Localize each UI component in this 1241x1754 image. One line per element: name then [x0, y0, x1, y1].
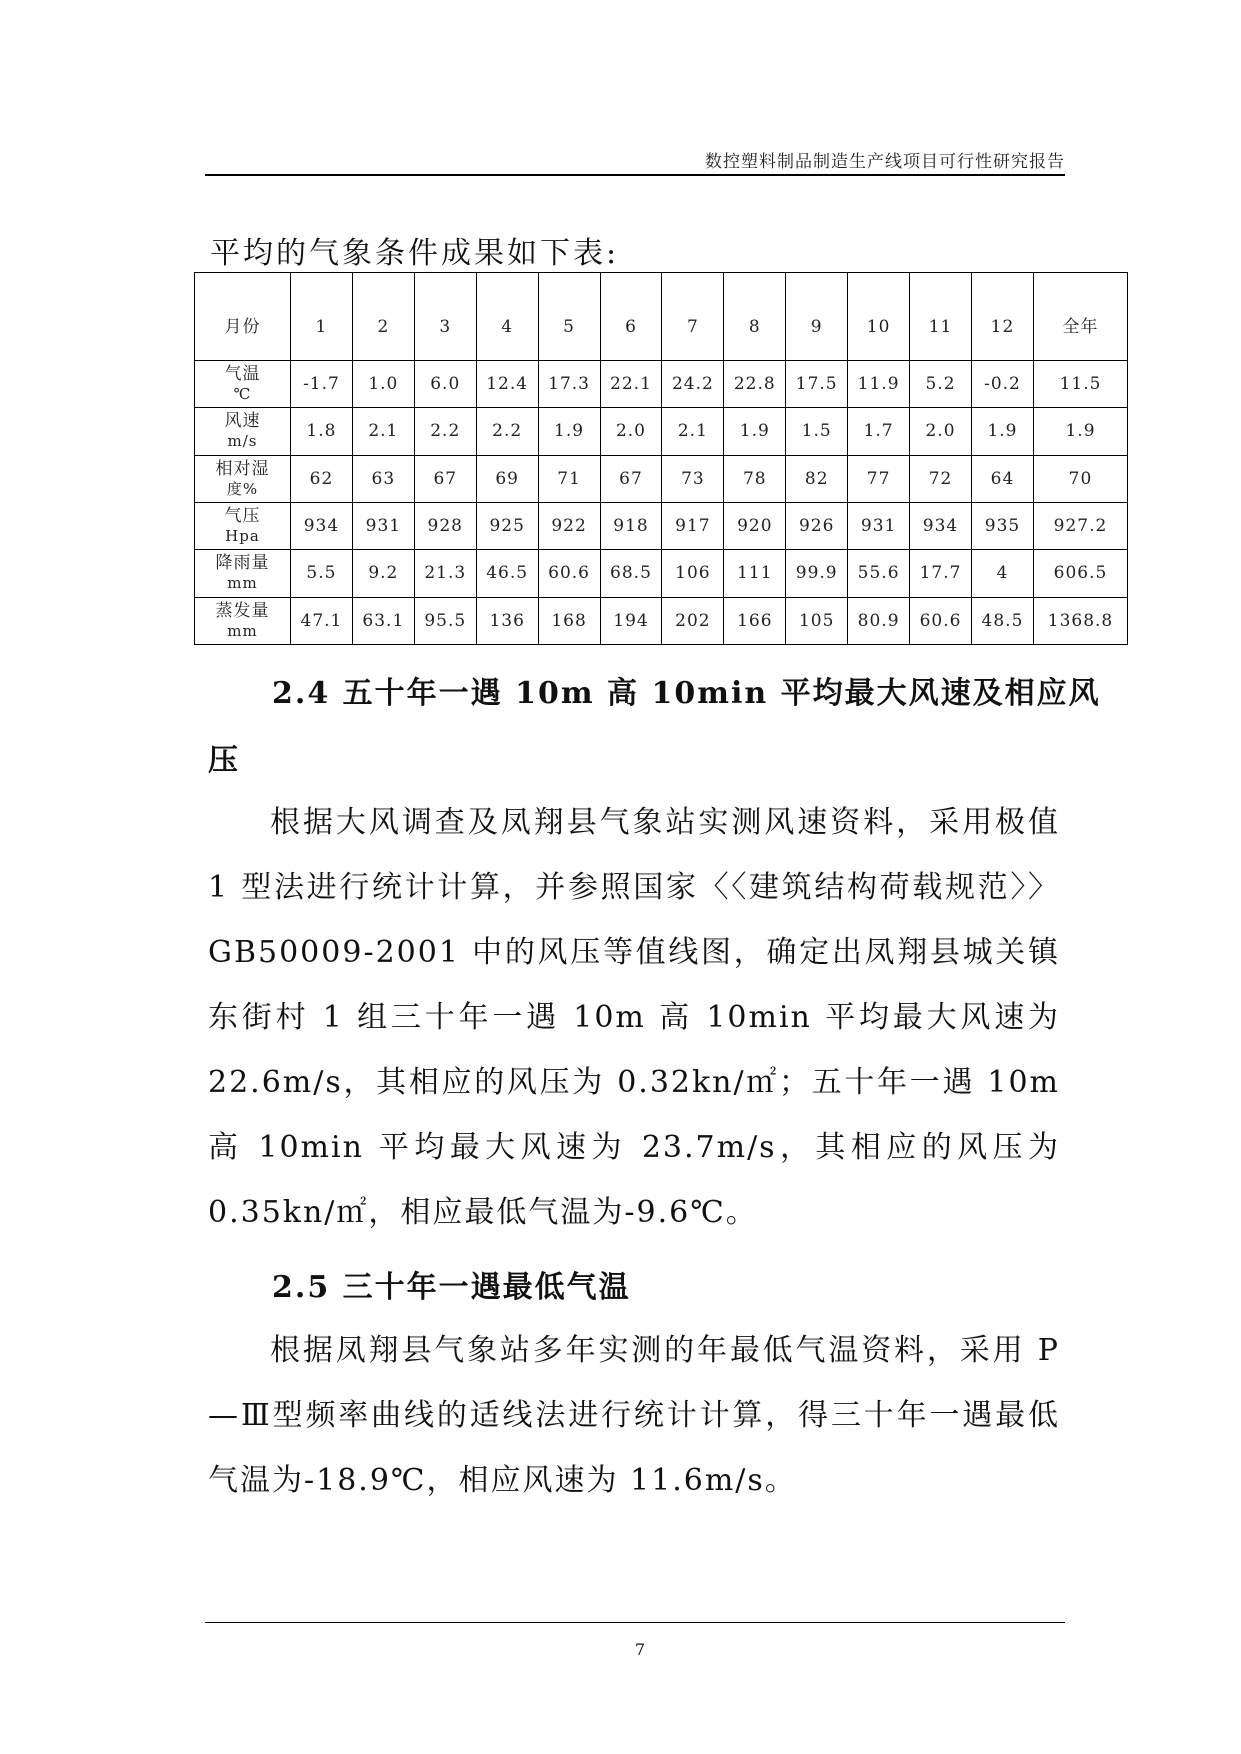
table-cell: 1.5 [786, 408, 848, 455]
table-cell: 166 [724, 597, 786, 644]
table-cell: 70 [1034, 455, 1128, 502]
table-cell: 60.6 [538, 550, 600, 597]
month-header-cell: 9 [786, 273, 848, 361]
table-cell: 194 [600, 597, 662, 644]
month-header-cell: 7 [662, 273, 724, 361]
table-cell: 47.1 [291, 597, 353, 644]
table-row [195, 408, 1128, 455]
table-cell: 73 [662, 455, 724, 502]
month-header-cell: 12 [971, 273, 1033, 361]
table-cell: 72 [910, 455, 972, 502]
table-cell: 1.9 [1034, 408, 1128, 455]
header-rule [205, 174, 1065, 176]
table-row [195, 597, 1128, 644]
footer-rule [205, 1622, 1065, 1623]
table-cell: 1.9 [724, 408, 786, 455]
table-cell: 918 [600, 502, 662, 549]
table-cell: 63.1 [352, 597, 414, 644]
table-cell: 2.2 [476, 408, 538, 455]
row-label-cell [195, 597, 291, 644]
table-cell: 935 [971, 502, 1033, 549]
table-cell: 202 [662, 597, 724, 644]
table-cell: 22.8 [724, 361, 786, 408]
table-cell: 69 [476, 455, 538, 502]
table-cell: 67 [414, 455, 476, 502]
table-header-row [195, 273, 1128, 361]
row-label-cell [195, 408, 291, 455]
table-cell: 9.2 [352, 550, 414, 597]
table-cell: 68.5 [600, 550, 662, 597]
table-cell: 77 [848, 455, 910, 502]
table-cell: 95.5 [414, 597, 476, 644]
table-cell: 5.5 [291, 550, 353, 597]
table-row [195, 502, 1128, 549]
row-label: 相对湿 [215, 458, 270, 479]
table-cell: 67 [600, 455, 662, 502]
section-2-4-paragraph: 根据大风调查及凤翔县气象站实测风速资料，采用极值 1 型法进行统计计算，并参照国家〈〈建筑结构荷载规范〉〉 GB50009-2001 中的风压等值线图，确定出凤翔县城关镇东街村 1 组三十年一遇 10m 高 10min 平均最大风速为 22.6m/s，其相应的风压为 0.32kn/㎡；五十年一遇 10m 高 10min 平均最大风速为 23.7m/s，其相应的风压为 0.35kn/㎡，相应最低气温为-9.6℃。 [208, 805, 1060, 1230]
month-label-cell: 月份 [195, 273, 291, 361]
section-2-4-heading-line1: 2.4 五十年一遇 10m 高 10min 平均最大风速及相应风 [272, 676, 1101, 711]
table-cell: 6.0 [414, 361, 476, 408]
row-label: 气压 [224, 506, 261, 527]
table-cell: 105 [786, 597, 848, 644]
table-cell: 60.6 [910, 597, 972, 644]
table-cell: 62 [291, 455, 353, 502]
table-cell: 55.6 [848, 550, 910, 597]
section-2-4-heading-line2: 压 [208, 743, 240, 778]
month-header-cell: 4 [476, 273, 538, 361]
table-intro: 平均的气象条件成果如下表: [210, 236, 620, 271]
table-cell: 1.0 [352, 361, 414, 408]
month-header-cell: 8 [724, 273, 786, 361]
row-unit: Hpa [225, 527, 260, 546]
table-cell: 920 [724, 502, 786, 549]
table-cell: 934 [910, 502, 972, 549]
page-number: 7 [634, 1640, 646, 1659]
month-header-cell: 5 [538, 273, 600, 361]
table-row [195, 455, 1128, 502]
table-cell: 931 [848, 502, 910, 549]
table-cell: 1.9 [538, 408, 600, 455]
row-label-cell [195, 361, 291, 408]
table-cell: 64 [971, 455, 1033, 502]
table-cell: 931 [352, 502, 414, 549]
row-label: 气温 [224, 364, 261, 385]
month-header-cell: 11 [910, 273, 972, 361]
table-row [195, 361, 1128, 408]
table-cell: 2.1 [662, 408, 724, 455]
month-header-cell: 10 [848, 273, 910, 361]
table-cell: 78 [724, 455, 786, 502]
table-cell: 111 [724, 550, 786, 597]
table-cell: 927.2 [1034, 502, 1128, 549]
table-cell: 2.0 [600, 408, 662, 455]
table-cell: 922 [538, 502, 600, 549]
table-cell: 2.2 [414, 408, 476, 455]
row-label: 风速 [224, 411, 261, 432]
table-cell: 136 [476, 597, 538, 644]
table-cell: -0.2 [971, 361, 1033, 408]
table-cell: 48.5 [971, 597, 1033, 644]
row-unit: 度% [226, 479, 259, 498]
table-cell: 168 [538, 597, 600, 644]
table-cell: 925 [476, 502, 538, 549]
table-cell: 17.3 [538, 361, 600, 408]
row-label-cell [195, 550, 291, 597]
table-cell: 11.5 [1034, 361, 1128, 408]
section-2-5-paragraph: 根据凤翔县气象站多年实测的年最低气温资料，采用 P—Ⅲ型频率曲线的适线法进行统计计算，得三十年一遇最低气温为-18.9℃，相应风速为 11.6m/s。 [208, 1333, 1060, 1498]
table-cell: 99.9 [786, 550, 848, 597]
table-cell: 1.9 [971, 408, 1033, 455]
weather-table-body [195, 273, 1128, 645]
table-cell: 80.9 [848, 597, 910, 644]
table-cell: 46.5 [476, 550, 538, 597]
table-cell: 1.7 [848, 408, 910, 455]
table-cell: -1.7 [291, 361, 353, 408]
table-cell: 1.8 [291, 408, 353, 455]
row-label-cell [195, 502, 291, 549]
month-header-cell: 3 [414, 273, 476, 361]
table-cell: 17.5 [786, 361, 848, 408]
table-cell: 917 [662, 502, 724, 549]
section-2-5-heading: 2.5 三十年一遇最低气温 [272, 1270, 631, 1305]
row-unit: m/s [227, 432, 258, 451]
row-unit: ℃ [233, 385, 252, 404]
weather-table [194, 272, 1128, 645]
table-cell: 4 [971, 550, 1033, 597]
month-header-cell: 全年 [1034, 273, 1128, 361]
row-label-cell [195, 455, 291, 502]
table-cell: 926 [786, 502, 848, 549]
row-unit: mm [227, 574, 258, 593]
table-cell: 106 [662, 550, 724, 597]
month-header-cell: 1 [291, 273, 353, 361]
table-cell: 71 [538, 455, 600, 502]
table-cell: 606.5 [1034, 550, 1128, 597]
table-cell: 17.7 [910, 550, 972, 597]
table-cell: 63 [352, 455, 414, 502]
month-header-cell: 6 [600, 273, 662, 361]
table-row [195, 550, 1128, 597]
header-title: 数控塑料制品制造生产线项目可行性研究报告 [705, 152, 1065, 172]
table-cell: 1368.8 [1034, 597, 1128, 644]
table-cell: 2.0 [910, 408, 972, 455]
row-label: 降雨量 [215, 553, 270, 574]
table-cell: 24.2 [662, 361, 724, 408]
table-cell: 12.4 [476, 361, 538, 408]
table-cell: 82 [786, 455, 848, 502]
row-label: 蒸发量 [215, 600, 270, 621]
table-cell: 928 [414, 502, 476, 549]
table-cell: 2.1 [352, 408, 414, 455]
row-unit: mm [227, 621, 258, 640]
table-cell: 22.1 [600, 361, 662, 408]
table-cell: 21.3 [414, 550, 476, 597]
month-header-cell: 2 [352, 273, 414, 361]
table-cell: 934 [291, 502, 353, 549]
table-cell: 11.9 [848, 361, 910, 408]
table-cell: 5.2 [910, 361, 972, 408]
